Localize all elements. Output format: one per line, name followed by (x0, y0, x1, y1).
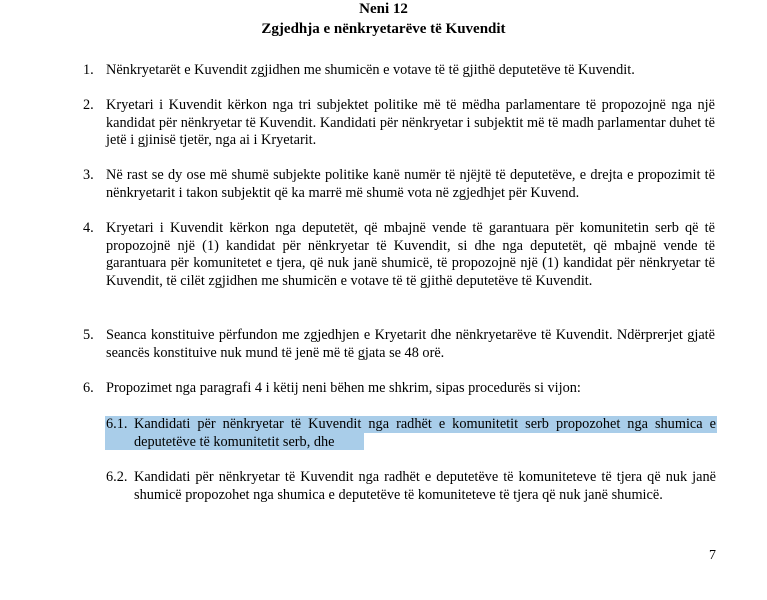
sub-list-item-text: Kandidati për nënkryetar të Kuvendit nga radhët e deputetëve të komuniteteve të tjera që nuk janë shumicë propozohet nga shumica e deputetëve të komuniteteve të tjera që nuk janë shumicë. (134, 469, 716, 503)
list-item-text: Nënkryetarët e Kuvendit zgjidhen me shumicën e votave të të gjithë deputetëve të Kuvendit. (106, 62, 635, 78)
list-item-text: Seanca konstituive përfundon me zgjedhjen e Kryetarit dhe nënkryetarëve të Kuvendit. Ndërprerjet gjatë seancës konstituive nuk mund të jenë më të gjata se 48 orë. (106, 327, 715, 361)
list-item-text: Në rast se dy ose më shumë subjekte politike kanë numër të njëjtë të deputetëve, e drejta e propozimit të nënkryetarit i takon subjektit që ka marrë më shumë vota në zgjedhjet për Kuvend. (106, 167, 715, 201)
list-item-number: 1. (83, 62, 94, 78)
sub-list-item-text: Kandidati për nënkryetar të Kuvendit nga radhët e komunitetit serb propozohet nga shumica e deputetëve të komunitetit serb, dhe (134, 416, 716, 450)
list-item-number: 3. (83, 167, 94, 183)
article-title: Zgjedhja e nënkryetarëve të Kuvendit (261, 21, 506, 37)
list-item-number: 5. (83, 327, 94, 343)
list-item-text: Kryetari i Kuvendit kërkon nga tri subjektet politike më të mëdha parlamentare të propozojnë nga një kandidat për nënkryetar të Kuvendit. Kandidati për nënkryetar i subjektit më të madh parlamentar duhet të jetë i gjinisë tjetër, nga ai i Kryetarit. (106, 97, 715, 148)
list-item-text: Kryetari i Kuvendit kërkon nga deputetët, që mbajnë vende të garantuara për komunitetin serb që të propozojnë një (1) kandidat për nënkryetar të Kuvendit, si dhe nga deputetët, që mbajnë vende të garantuara për komunitetet e tjera, që nuk janë shumicë, të propozojnë një (1) kandidat për nënkryetar të Kuvendit, të cilët zgjidhen me shumicën e votave të të gjithë deputetëve të Kuvendit. (106, 220, 715, 289)
list-item-number: 6. (83, 380, 94, 396)
page-number: 7 (709, 548, 716, 563)
sub-list-item-number: 6.1. (106, 416, 128, 432)
list-item-number: 4. (83, 220, 94, 236)
list-item-text: Propozimet nga paragrafi 4 i këtij neni bëhen me shkrim, sipas procedurës si vijon: (106, 380, 581, 396)
list-item-number: 2. (83, 97, 94, 113)
sub-list-item-number: 6.2. (106, 469, 128, 485)
article-number: Neni 12 (359, 1, 408, 17)
